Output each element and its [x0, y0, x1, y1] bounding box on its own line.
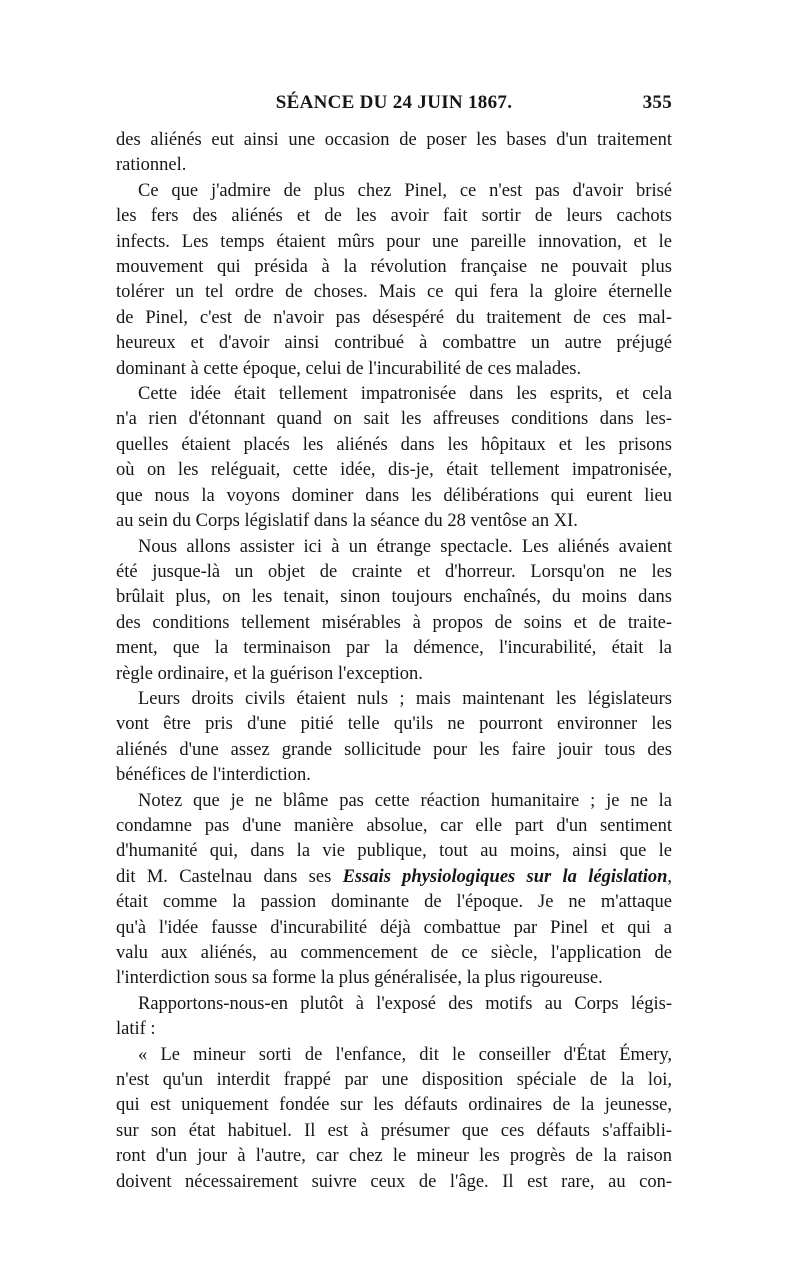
text-line — [116, 179, 672, 204]
text-line-content: aliénés d'une assez grande sollicitude pour les faire jouir tous des — [116, 739, 672, 760]
text-line-content: n'est qu'un interdit frappé par une disposition spéciale de la loi, — [116, 1070, 672, 1091]
text-line-content: Notez que je ne blâme pas cette réaction humanitaire ; je ne la — [138, 790, 672, 811]
text-line-content: brûlait plus, on les tenait, sinon toujours enchaînés, du moins dans — [116, 587, 672, 608]
text-line-content: était comme la passion dominante de l'époque. Je ne m'attaque — [116, 892, 672, 913]
text-line-content: infects. Les temps étaient mûrs pour une pareille innovation, et le — [116, 231, 672, 252]
text-line — [116, 738, 672, 763]
text-line — [116, 865, 672, 890]
page-number: 355 — [642, 92, 672, 113]
text-line — [116, 763, 672, 788]
text-line — [116, 128, 672, 153]
text-line — [116, 839, 672, 864]
text-line — [116, 535, 672, 560]
text-line — [116, 1093, 672, 1118]
text-line-content: que nous la voyons dominer dans les délibérations qui eurent lieu — [116, 485, 672, 506]
text-line-content: ront d'un jour à l'autre, car chez le mineur les progrès de la raison — [116, 1146, 672, 1167]
text-line-content: où on les reléguait, cette idée, dis-je, était tellement impatronisée, — [116, 460, 672, 481]
text-line — [116, 916, 672, 941]
text-line-content: quelles étaient placés les aliénés dans les hôpitaux et les prisons — [116, 434, 672, 455]
text-line — [116, 789, 672, 814]
text-line-content: « Le mineur sorti de l'enfance, dit le conseiller d'État Émery, — [138, 1044, 672, 1065]
text-line — [116, 204, 672, 229]
text-line — [116, 230, 672, 255]
text-line — [116, 890, 672, 915]
text-line — [116, 636, 672, 661]
text-line — [116, 153, 672, 178]
text-line — [116, 1144, 672, 1169]
text-line — [116, 1068, 672, 1093]
text-line — [116, 382, 672, 407]
text-line-content: Leurs droits civils étaient nuls ; mais maintenant les législateurs — [138, 688, 672, 709]
text-line-content: des conditions tellement misérables à propos de soins et de traite- — [116, 612, 672, 633]
text-line — [116, 484, 672, 509]
italic-book-title: Essais physiologiques sur la législation — [342, 866, 668, 887]
punctuation: , — [667, 866, 672, 887]
text-line-content: au sein du Corps législatif dans la séance du 28 ventôse an XI. — [116, 511, 578, 532]
text-line — [116, 585, 672, 610]
text-line-content: bénéfices de l'interdiction. — [116, 765, 311, 786]
text-line-content: valu aux aliénés, au commencement de ce siècle, l'application de — [116, 943, 672, 963]
text-line — [116, 941, 672, 966]
text-line — [116, 306, 672, 331]
text-line-content: des aliénés eut ainsi une occasion de poser les bases d'un traitement — [116, 130, 672, 150]
text-line — [116, 560, 672, 585]
text-line — [116, 509, 672, 534]
text-line — [116, 1119, 672, 1144]
text-line-content: qui est uniquement fondée sur les défauts ordinaires de la jeunesse, — [116, 1095, 672, 1116]
text-line — [116, 458, 672, 483]
text-line-content: d'humanité qui, dans la vie publique, tout au moins, ainsi que le — [116, 841, 672, 862]
text-line-content: qu'à l'idée fausse d'incurabilité déjà combattue par Pinel et qui a — [116, 917, 672, 938]
text-line — [116, 357, 672, 382]
text-line — [116, 433, 672, 458]
text-line-content: heureux et d'avoir ainsi contribué à combattre un autre préjugé — [116, 333, 672, 354]
text-line — [116, 992, 672, 1017]
text-line — [116, 1043, 672, 1068]
text-line-content: sur son état habituel. Il est à présumer que ces défauts s'affaibli- — [116, 1120, 672, 1141]
text-line-content: condamne pas d'une manière absolue, car elle part d'un sentiment — [116, 815, 672, 836]
text-line-content: ment, que la terminaison par la démence, l'incurabilité, était la — [116, 638, 672, 659]
text-line-content: dit M. Castelnau dans ses — [116, 866, 343, 887]
running-head — [116, 92, 672, 122]
body-text — [116, 128, 672, 1195]
text-line-content: tolérer un tel ordre de choses. Mais ce qui fera la gloire éternelle — [116, 282, 672, 303]
text-line-content: règle ordinaire, et la guérison l'exception. — [116, 663, 423, 684]
text-line-content: dominant à cette époque, celui de l'incurabilité de ces malades. — [116, 358, 582, 379]
text-line-content: n'a rien d'étonnant quand on sait les affreuses conditions dans les- — [116, 409, 672, 430]
text-line — [116, 712, 672, 737]
text-line-content: l'interdiction sous sa forme la plus généralisée, la plus rigoureuse. — [116, 968, 603, 989]
text-line — [116, 662, 672, 687]
text-line-content: les fers des aliénés et de les avoir fait sortir de leurs cachots — [116, 206, 672, 227]
text-line — [116, 1017, 672, 1042]
text-line-content: vont être pris d'une pitié telle qu'ils ne pourront environner les — [116, 714, 672, 735]
running-title: SÉANCE DU 24 JUIN 1867. — [275, 92, 513, 113]
text-line — [116, 1170, 672, 1195]
text-line-content: été jusque-là un objet de crainte et d'horreur. Lorsqu'on ne les — [116, 561, 672, 582]
text-line — [116, 966, 672, 991]
text-line-content: Nous allons assister ici à un étrange spectacle. Les aliénés avaient — [138, 536, 672, 557]
text-line — [116, 280, 672, 305]
text-line — [116, 255, 672, 280]
text-line-content: latif : — [116, 1019, 156, 1040]
text-line-content: doivent nécessairement suivre ceux de l'âge. Il est rare, au con- — [116, 1171, 672, 1192]
text-line — [116, 611, 672, 636]
text-line-content: Rapportons-nous-en plutôt à l'exposé des motifs au Corps légis- — [138, 993, 672, 1014]
text-line-content: mouvement qui présida à la révolution française ne pouvait plus — [116, 257, 672, 278]
text-line-content: rationnel. — [116, 155, 187, 176]
text-line-content: de Pinel, c'est de n'avoir pas désespéré du traitement de ces mal- — [116, 307, 672, 328]
text-line-content: Ce que j'admire de plus chez Pinel, ce n'est pas d'avoir brisé — [138, 180, 672, 201]
text-line — [116, 687, 672, 712]
text-line — [116, 814, 672, 839]
text-line — [116, 331, 672, 356]
text-line-content: Cette idée était tellement impatronisée dans les esprits, et cela — [138, 384, 672, 405]
text-line — [116, 407, 672, 432]
